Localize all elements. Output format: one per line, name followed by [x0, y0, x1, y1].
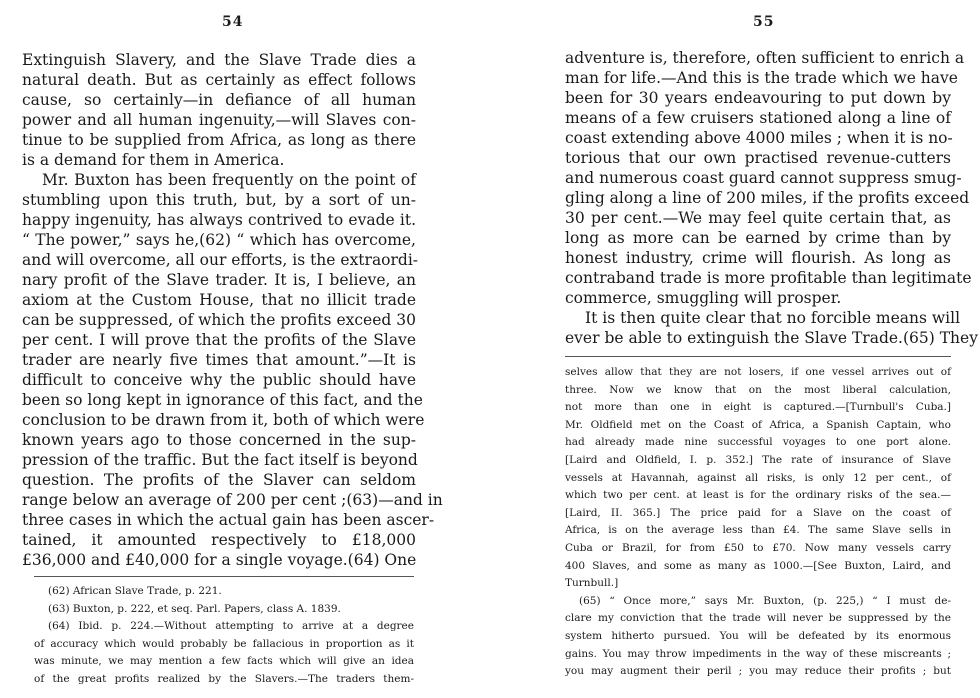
text-line: and will overcome, all our efforts, is the extraordi-	[22, 251, 419, 269]
text-line: axiom at the Custom House, that no illicit trade	[22, 291, 416, 309]
text-line: was minute, we may mention a few facts which will give an idea	[34, 655, 414, 668]
text-line: 30 per cent.—We may feel quite certain that, as	[565, 209, 951, 227]
text-line: system hitherto pursued. You will be defeated by its enormous	[565, 629, 951, 642]
text-line: power and all human ingenuity,—will Slaves con-	[22, 111, 416, 129]
text-line: torious that our own practised revenue-cutters	[565, 149, 951, 167]
text-line: cause, so certainly—in defiance of all human	[22, 91, 416, 109]
text-line: honest industry, crime will flourish. As long as	[565, 249, 951, 267]
text-line: gling along a line of 200 miles, if the profits exceed	[565, 189, 970, 207]
text-line: man for life.—And this is the trade which we have	[565, 69, 958, 87]
text-line: Cuba or Brazil, for from £50 to £70. Now many vessels carry	[565, 541, 951, 554]
text-line: not more than one in eight is captured.—[Turnbull's Cuba.]	[565, 401, 951, 414]
right-page	[490, 0, 980, 698]
text-line: selves allow that they are not losers, if one vessel arrives out of	[565, 366, 951, 378]
text-line: per cent. I will prove that the profits of the Slave	[22, 331, 416, 349]
text-line: It is then quite clear that no forcible means will	[585, 309, 961, 327]
text-line: [Laird, II. 365.] The price paid for a Slave on the coast of	[565, 506, 951, 519]
text-line: happy ingenuity, has always contrived to evade it.	[22, 211, 416, 229]
text-line: commerce, smuggling will prosper.	[565, 289, 842, 307]
text-line: “ The power,” says he,(62) “ which has overcome,	[22, 231, 416, 249]
text-line: adventure is, therefore, often sufficient to enrich a	[565, 49, 965, 67]
text-line: range below an average of 200 per cent ;(63)—and in	[22, 491, 443, 509]
text-line: (62) African Slave Trade, p. 221.	[48, 585, 222, 597]
text-line: three cases in which the actual gain has been ascer-	[22, 511, 435, 529]
text-line: pression of the traffic. But the fact itself is beyond	[22, 451, 418, 469]
text-line: coast extending above 4000 miles ; when it is no-	[565, 129, 953, 147]
text-line: and numerous coast guard cannot suppress smug-	[565, 169, 962, 187]
text-line: natural death. But as certainly as effect follows	[22, 71, 416, 89]
text-line: is a demand for them in America.	[22, 151, 285, 169]
text-line: (64) Ibid. p. 224.—Without attempting to arrive at a degree	[48, 620, 414, 633]
footnotes	[565, 364, 951, 681]
text-line: ever be able to extinguish the Slave Trade.(65) They	[565, 329, 978, 347]
text-line: Extinguish Slavery, and the Slave Trade dies a	[22, 51, 416, 69]
text-line: you may augment their peril ; you may reduce their profits ; but	[565, 665, 951, 678]
text-line: difficult to conceive why the public should have	[22, 371, 416, 389]
text-line: £36,000 and £40,000 for a single voyage.(64) One	[22, 551, 417, 569]
text-line: three. Now we know that on the most liberal calculation,	[565, 383, 951, 396]
page-number: 55	[753, 14, 775, 30]
text-line: question. The profits of the Slaver can seldom	[22, 471, 416, 489]
text-line: (63) Buxton, p. 222, et seq. Parl. Papers, class A. 1839.	[48, 602, 341, 615]
body-text	[565, 48, 978, 348]
text-line: 400 Slaves, and some as many as 1000.—[See Buxton, Laird, and	[565, 559, 951, 572]
text-line: Africa, is on the average less than £4. The same Slave sells in	[565, 524, 951, 537]
footnote-rule	[565, 356, 951, 357]
page-number: 54	[222, 14, 244, 30]
footnotes	[34, 583, 414, 689]
text-line: (65) “ Once more,” says Mr. Buxton, (p. 225,) “ I must de-	[579, 594, 951, 607]
text-line: of the great profits realized by the Slavers.—The traders them-	[34, 672, 414, 685]
text-line: contraband trade is more profitable than legitimate	[565, 269, 972, 287]
text-line: Mr. Buxton has been frequently on the point of	[42, 171, 416, 189]
text-line: Turnbull.]	[565, 577, 619, 590]
text-line: been so long kept in ignorance of this fact, and the	[22, 391, 423, 409]
body-text	[22, 50, 443, 570]
footnote-rule	[34, 576, 414, 577]
text-line: nary profit of the Slave trader. It is, I believe, an	[22, 271, 416, 289]
text-line: vessels at Havannah, against all risks, is only 12 per cent., of	[565, 471, 951, 484]
text-line: conclusion to be drawn from it, both of which were	[22, 411, 425, 429]
text-line: had already made nine successful voyages to one port alone.	[565, 436, 951, 449]
text-line: trader are nearly five times that amount.”—It is	[22, 351, 416, 369]
text-line: long as more can be earned by crime than by	[565, 229, 951, 247]
text-line: been for 30 years endeavouring to put down by	[565, 89, 951, 107]
text-line: clare my conviction that the trade will never be suppressed by the	[565, 612, 951, 625]
text-line: gains. You may throw impediments in the way of these miscreants ;	[565, 647, 951, 660]
text-line: Mr. Oldfield met on the Coast of Africa, a Spanish Captain, who	[565, 418, 951, 431]
text-line: which two per cent. at least is for the ordinary risks of the sea.—	[565, 489, 951, 502]
text-line: [Laird and Oldfield, I. p. 352.] The rate of insurance of Slave	[565, 453, 951, 466]
text-line: stumbling upon this truth, but, by a sort of un-	[22, 191, 416, 209]
text-line: known years ago to those concerned in the sup-	[22, 431, 416, 449]
text-line: tinue to be supplied from Africa, as long as there	[22, 131, 416, 149]
text-line: means of a few cruisers stationed along a line of	[565, 109, 951, 127]
text-line: of accuracy which would probably be fallacious in proportion as it	[34, 637, 414, 650]
text-line: can be suppressed, of which the profits exceed 30	[22, 311, 416, 329]
text-line: tained, it amounted respectively to £18,000	[22, 531, 416, 549]
